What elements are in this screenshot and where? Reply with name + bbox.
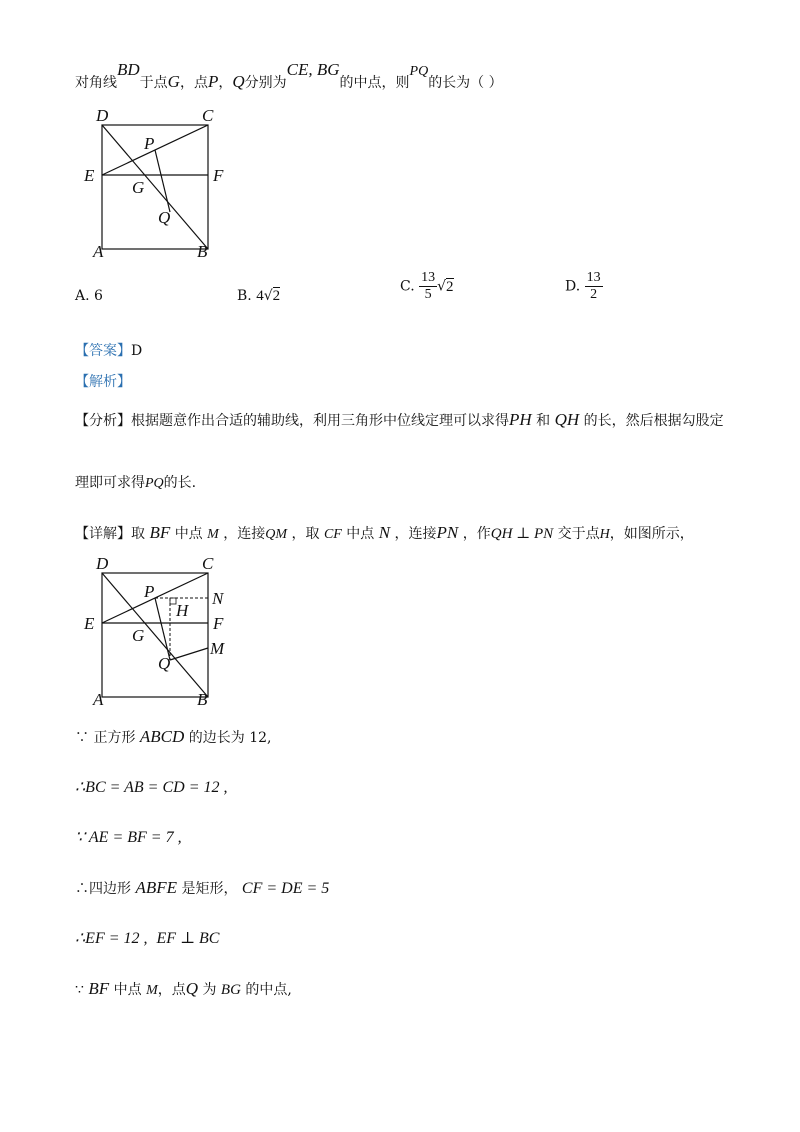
option-a[interactable]: A. 6 bbox=[75, 288, 103, 304]
diagonal-bd bbox=[102, 125, 208, 249]
sqrt-icon: √ bbox=[437, 278, 447, 295]
step-3: ∵ AE = BF = 7 , bbox=[75, 829, 182, 846]
option-d[interactable]: D. $\frac{13}{2}$ bbox=[565, 270, 601, 302]
step-4: ∴四边形 ABFE 是矩形， CF = DE = 5 bbox=[75, 878, 330, 897]
label-b: B bbox=[197, 690, 208, 708]
figure-2-construction bbox=[80, 553, 240, 708]
math-bd: BD bbox=[117, 60, 140, 79]
step-1: ∵ 正方形 ABCD 的边长为 12, bbox=[75, 727, 272, 746]
label-p: P bbox=[144, 134, 155, 153]
fenxi-line-2: 理即可求得PQ的长. bbox=[75, 475, 197, 491]
diagonal-bd bbox=[102, 573, 208, 697]
label-c: C bbox=[202, 106, 214, 125]
label-d: D bbox=[96, 554, 109, 573]
figure-1-square bbox=[80, 105, 240, 260]
answer-value: D bbox=[131, 343, 143, 359]
label-e: E bbox=[84, 166, 95, 185]
segment-qm bbox=[170, 648, 208, 660]
math-pq: PQ bbox=[409, 64, 429, 79]
step-2: ∴BC = AB = CD = 12 , bbox=[75, 779, 228, 796]
label-n: N bbox=[212, 589, 224, 608]
detail-line: 【详解】取 BF 中点 M ，连接QM ，取 CF 中点 N ，连接PN ，作QH ⊥ PN 交于点H，如图所示， bbox=[75, 523, 694, 542]
label-b: B bbox=[197, 242, 208, 260]
label-c: C bbox=[202, 554, 214, 573]
segment-pq bbox=[155, 598, 170, 660]
fraction-13-2: $\frac{13}{2}$ bbox=[586, 270, 601, 302]
fraction-13-5: $\frac{13}{5}$ bbox=[421, 270, 436, 302]
option-c[interactable]: C. $\frac{13}{5}$ √2 bbox=[400, 270, 454, 302]
sqrt-icon: √ bbox=[263, 288, 273, 304]
label-p: P bbox=[144, 582, 155, 601]
label-g: G bbox=[132, 626, 145, 645]
label-g: G bbox=[132, 178, 145, 197]
label-f: F bbox=[213, 614, 224, 633]
label-q: Q bbox=[158, 208, 171, 227]
answer-line: 【答案】D bbox=[75, 343, 143, 359]
analysis-header: 【解析】 bbox=[75, 374, 131, 390]
label-f: F bbox=[213, 166, 224, 185]
step-6: ∵ BF 中点 M，点Q 为 BG 的中点, bbox=[75, 979, 292, 998]
option-b[interactable]: B. 4√2 bbox=[237, 288, 281, 304]
label-a: A bbox=[93, 690, 104, 708]
question-line: 对角线BD于点G，点P，Q分别为CE, BG的中点，则PQ的长为（ ） bbox=[75, 60, 503, 91]
segment-pq bbox=[155, 150, 170, 212]
label-h: H bbox=[176, 601, 189, 620]
fenxi-line-1: 【分析】根据题意作出合适的辅助线，利用三角形中位线定理可以求得PH 和 QH 的长，然后根据勾股定 bbox=[75, 410, 724, 429]
label-m: M bbox=[210, 639, 225, 658]
label-a: A bbox=[93, 242, 104, 260]
label-q: Q bbox=[158, 654, 171, 673]
label-e: E bbox=[84, 614, 95, 633]
math-ce-bg: CE, BG bbox=[286, 60, 340, 79]
label-d: D bbox=[96, 106, 109, 125]
step-5: ∴EF = 12 , EF ⊥ BC bbox=[75, 930, 220, 947]
